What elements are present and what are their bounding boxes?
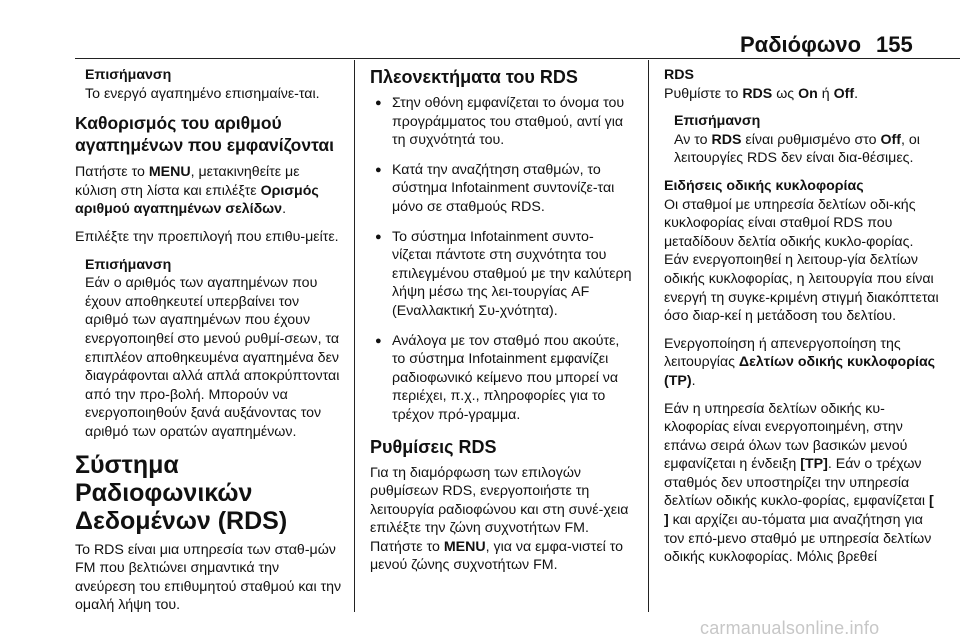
column-3: [664, 66, 940, 576]
paragraph-traffic-stations: Οι σταθμοί με υπηρεσία δελτίων οδι-κής κυκλοφορίας είναι σταθμοί RDS που μεταδίδουν δελτία οδικής κυκλο-φορίας. Εάν ενεργοποιηθεί η λειτουρ-γία δελτίων οδικής κυκλοφορίας, η λειτουργία που είναι ενεργή τη συγκε-κριμένη στιγμή διακόπτεται όσο διαρ-κεί η μετάδοση του δελτίου.: [664, 196, 939, 325]
section-heading-rds: Σύστημα Ραδιοφωνικών Δεδομένων (RDS): [75, 450, 288, 535]
header-rule: [75, 58, 960, 59]
menu-key-label: MENU: [443, 538, 486, 555]
section-heading-rds-settings: Ρυθμίσεις RDS: [370, 436, 497, 457]
column-1: [75, 66, 343, 624]
note-active-favourite: [75, 66, 343, 103]
note-title: Επισήμανση: [674, 113, 761, 130]
note-title: Επισήμανση: [85, 256, 172, 273]
list-item: ● Στην οθόνη εμφανίζεται το όνομα του προγράμματος του σταθμού, αντί για τη συχνότητά του.: [370, 94, 632, 150]
column-2: [370, 66, 632, 584]
subheading-traffic-news: Ειδήσεις οδικής κυκλοφορίας: [664, 177, 864, 194]
note-text: Αν το RDS είναι ρυθμισμένο στο Off, οι λειτουργίες RDS δεν είναι δια-θέσιμες.: [674, 131, 920, 167]
menu-option-label: Ορισμός αριθμού αγαπημένων σελίδων: [75, 182, 319, 218]
note-rds-off: [664, 112, 940, 168]
section-heading-favourites-count: Καθορισμός του αριθμού αγαπημένων που εμφανίζονται: [75, 113, 335, 156]
paragraph-rds-onoff: Ρυθμίστε το RDS ως On ή Off.: [664, 85, 859, 102]
paragraph-tp-indicator: Εάν η υπηρεσία δελτίων οδικής κυ-κλοφορίας είναι ενεργοποιημένη, στην επάνω σειρά όλων των βασικών μενού εμφανίζεται η ένδειξη [TP]. Εάν ο τρέχων σταθμός δεν υποστηρίζει την υπηρεσία δελτίων οδικής κυκλο-φορίας, εμφανίζεται [ ] και αρχίζει αυ-τόματα μια αναζήτηση για τον επό-μενο σταθμό με υπηρεσία δελτίων οδικής κυκλοφορίας. Μόλις βρεθεί: [664, 400, 934, 566]
paragraph-tp-toggle: Ενεργοποίηση ή απενεργοποίηση της λειτουργίας Δελτίων οδικής κυκλοφορίας (TP).: [664, 335, 936, 389]
paragraph-menu-instruction: Πατήστε το MENU, μετακινηθείτε με κύλιση στη λίστα και επιλέξτε Ορισμός αριθμού αγαπημένων σελίδων.: [75, 164, 319, 218]
paragraph-rds-settings: Για τη διαμόρφωση των επιλογών ρυθμίσεων RDS, ενεργοποιήστε τη λειτουργία ραδιοφώνου και στη συνέ-χεια επιλέξτε την ζώνη συχνοτήτων FM. Πατήστε το MENU, για να εμφα-νιστεί το μενού ζώνης συχνοτήτων FM.: [370, 464, 629, 574]
list-item: ● Ανάλογα με τον σταθμό που ακούτε, το σύστημα Infotainment εμφανίζει ραδιοφωνικό κείμενο που μπορεί να περιέχει, π.χ., πληροφορίες για το τρέχον πρό-γραμμα.: [370, 332, 632, 425]
paragraph-rds-intro: Το RDS είναι μια υπηρεσία των σταθ-μών FM που βελτιώνει σημαντικά την ανεύρεση του επιθυμητού σταθμού και την ομαλή λήψη του.: [75, 541, 342, 614]
advantages-list: [370, 94, 632, 425]
column-divider-1: [354, 60, 355, 612]
running-header-title: Ραδιόφωνο: [740, 32, 862, 57]
note-text: Εάν ο αριθμός των αγαπημένων που έχουν αποθηκευτεί υπερβαίνει τον αριθμό των αγαπημένων που έχουν ενεργοποιηθεί στο μενού ρυθμί-σεων, τα επιπλέον αποθηκευμένα αγαπημένα δεν διαγράφονται αλλά απλά αποκρύπτονται από την προ-βολή. Μπορούν να ενεργοποιηθούν ξανά αυξάνοντας τον αριθμό των ορατών αγαπημένων.: [85, 275, 340, 440]
list-item: ● Κατά την αναζήτηση σταθμών, το σύστημα Infotainment συντονίζε-ται μόνο σε σταθμούς RDS.: [370, 161, 632, 217]
note-hidden-favourites: [75, 256, 343, 442]
column-divider-2: [648, 60, 649, 612]
section-heading-rds-advantages: Πλεονεκτήματα του RDS: [370, 67, 578, 87]
note-title: Επισήμανση: [85, 67, 172, 83]
menu-key-label: MENU: [148, 164, 191, 181]
watermark: carmanualsonline.info: [700, 618, 880, 638]
list-item: ● Το σύστημα Infotainment συντο-νίζεται πάντοτε στη συχνότητα του επιλεγμένου σταθμού με την καλύτερη λήψη μέσω της λει-τουργίας AF (Εναλλακτική Συ-χνότητα).: [370, 228, 632, 321]
subheading-rds: RDS: [664, 67, 694, 83]
paragraph-select-option: Επιλέξτε την προεπιλογή που επιθυ-μείτε.: [75, 228, 339, 245]
note-text: Το ενεργό αγαπημένο επισημαίνε-ται.: [85, 85, 320, 102]
page-number: 155: [876, 32, 913, 57]
